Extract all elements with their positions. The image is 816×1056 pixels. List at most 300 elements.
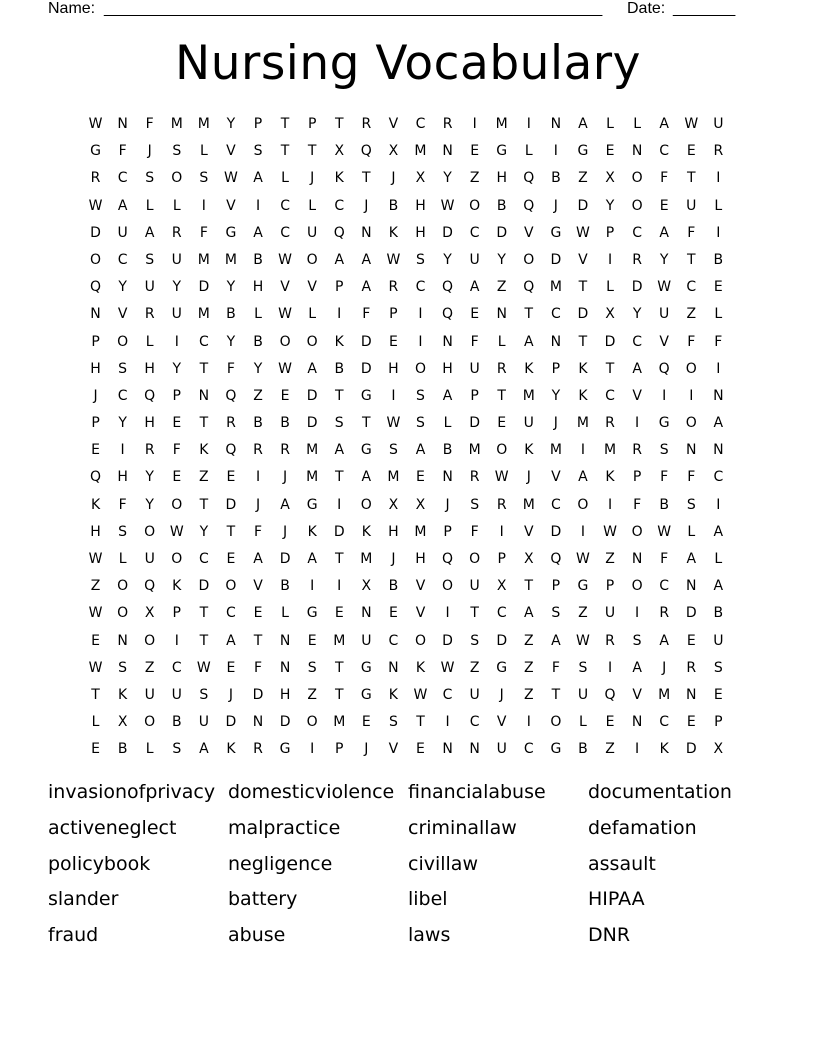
grid-letter: K bbox=[118, 686, 128, 703]
grid-letter: W bbox=[278, 251, 292, 268]
grid-row bbox=[82, 277, 732, 304]
grid-letter: I bbox=[445, 605, 450, 622]
grid-letter: A bbox=[415, 442, 426, 459]
grid-letter: S bbox=[253, 143, 263, 160]
grid-letter: C bbox=[117, 251, 128, 268]
grid-letter: B bbox=[578, 741, 588, 758]
grid-letter: O bbox=[360, 496, 372, 513]
grid-letter: N bbox=[442, 333, 453, 350]
grid-letter: E bbox=[253, 605, 263, 622]
grid-letter: A bbox=[334, 251, 345, 268]
grid-letter: E bbox=[686, 143, 696, 160]
grid-letter: R bbox=[361, 116, 372, 132]
grid-letter: W bbox=[440, 197, 455, 214]
grid-letter: P bbox=[632, 469, 642, 486]
grid-letter: E bbox=[91, 442, 100, 459]
grid-letter: K bbox=[90, 496, 101, 513]
grid-letter: K bbox=[415, 659, 426, 676]
grid-letter: F bbox=[551, 659, 560, 676]
grid-letter: S bbox=[659, 442, 669, 459]
grid-letter: W bbox=[494, 469, 509, 486]
grid-letter: O bbox=[306, 714, 318, 731]
grid-letter: N bbox=[631, 714, 643, 731]
grid-letter: D bbox=[90, 224, 101, 241]
word-bank-item: libel bbox=[408, 888, 448, 911]
grid-letter: O bbox=[144, 523, 156, 540]
grid-letter: H bbox=[496, 170, 507, 187]
grid-letter: K bbox=[578, 360, 588, 377]
grid-letter: C bbox=[632, 333, 642, 350]
grid-letter: M bbox=[414, 523, 427, 540]
grid-letter: L bbox=[145, 197, 154, 214]
word-bank-item: abuse bbox=[228, 924, 286, 947]
grid-row bbox=[82, 522, 732, 549]
word-bank-item: assault bbox=[588, 852, 656, 875]
grid-letter: G bbox=[360, 686, 372, 703]
grid-letter: O bbox=[279, 333, 291, 350]
grid-letter: J bbox=[93, 387, 98, 404]
grid-letter: Z bbox=[578, 170, 588, 187]
grid-letter: K bbox=[307, 523, 317, 540]
grid-letter: L bbox=[714, 197, 723, 214]
grid-letter: A bbox=[713, 578, 724, 595]
grid-letter: I bbox=[201, 197, 206, 214]
grid-letter: R bbox=[90, 170, 101, 187]
grid-letter: G bbox=[577, 578, 589, 595]
grid-letter: L bbox=[714, 306, 723, 323]
grid-letter: Z bbox=[144, 659, 155, 676]
grid-letter: M bbox=[197, 116, 210, 132]
grid-letter: Q bbox=[225, 387, 237, 404]
grid-letter: F bbox=[470, 523, 479, 540]
grid-letter: T bbox=[199, 632, 209, 649]
grid-letter: N bbox=[117, 632, 128, 649]
grid-letter: F bbox=[470, 333, 479, 350]
grid-letter: V bbox=[524, 224, 534, 241]
grid-letter: A bbox=[442, 387, 453, 404]
grid-letter: C bbox=[442, 686, 453, 703]
grid-letter: R bbox=[605, 415, 615, 432]
grid-letter: N bbox=[713, 442, 724, 459]
grid-letter: K bbox=[199, 442, 209, 459]
grid-letter: R bbox=[253, 442, 263, 459]
grid-letter: H bbox=[279, 686, 291, 703]
grid-letter: V bbox=[307, 279, 317, 296]
grid-row bbox=[82, 196, 732, 223]
grid-letter: V bbox=[578, 251, 588, 268]
grid-letter: T bbox=[686, 251, 696, 268]
grid-letter: J bbox=[364, 197, 369, 214]
grid-letter: M bbox=[658, 686, 671, 703]
word-bank-item: financialabuse bbox=[408, 781, 546, 803]
word-bank-item: battery bbox=[228, 888, 298, 911]
grid-letter: K bbox=[361, 523, 371, 540]
grid-letter: X bbox=[713, 741, 724, 758]
grid-letter: Q bbox=[658, 360, 670, 377]
grid-letter: E bbox=[713, 279, 723, 296]
grid-letter: M bbox=[197, 306, 210, 323]
grid-letter: Q bbox=[442, 551, 454, 567]
grid-letter: S bbox=[145, 251, 155, 268]
grid-letter: N bbox=[361, 224, 372, 241]
grid-letter: E bbox=[361, 714, 371, 731]
grid-letter: E bbox=[91, 632, 100, 649]
grid-letter: L bbox=[497, 333, 506, 350]
grid-letter: O bbox=[469, 551, 481, 567]
grid-letter: Y bbox=[632, 306, 642, 323]
grid-letter: S bbox=[470, 632, 480, 649]
grid-letter: U bbox=[659, 306, 670, 323]
grid-letter: P bbox=[172, 387, 181, 404]
grid-letter: I bbox=[174, 333, 179, 350]
grid-letter: G bbox=[496, 659, 508, 676]
grid-letter: E bbox=[226, 469, 236, 486]
grid-letter: S bbox=[388, 442, 398, 459]
grid-letter: K bbox=[388, 224, 398, 241]
grid-letter: I bbox=[607, 251, 613, 268]
grid-letter: E bbox=[388, 333, 398, 350]
grid-letter: I bbox=[445, 714, 450, 731]
grid-letter: D bbox=[442, 632, 453, 649]
grid-letter: W bbox=[169, 523, 184, 540]
grid-letter: L bbox=[606, 279, 614, 296]
grid-letter: U bbox=[307, 224, 318, 241]
grid-letter: S bbox=[199, 686, 209, 703]
grid-letter: R bbox=[253, 741, 263, 758]
grid-letter: D bbox=[306, 387, 318, 404]
grid-letter: H bbox=[90, 360, 101, 377]
grid-letter: T bbox=[362, 415, 371, 432]
grid-letter: E bbox=[388, 605, 398, 622]
grid-letter: Q bbox=[523, 197, 535, 214]
grid-letter: Z bbox=[523, 632, 534, 649]
grid-letter: A bbox=[524, 605, 534, 622]
grid-letter: S bbox=[172, 741, 182, 758]
grid-letter: K bbox=[226, 741, 236, 758]
grid-row bbox=[82, 685, 732, 712]
grid-letter: L bbox=[145, 741, 154, 758]
grid-letter: Y bbox=[226, 116, 236, 132]
grid-letter: H bbox=[144, 360, 155, 377]
grid-letter: V bbox=[496, 714, 507, 731]
grid-letter: O bbox=[577, 496, 589, 513]
grid-letter: E bbox=[226, 659, 236, 676]
grid-letter: T bbox=[334, 551, 344, 567]
grid-letter: U bbox=[686, 197, 697, 214]
word-bank-item: criminallaw bbox=[408, 816, 517, 839]
grid-row bbox=[82, 304, 732, 331]
grid-letter: V bbox=[524, 523, 534, 540]
grid-letter: D bbox=[225, 496, 237, 513]
grid-letter: S bbox=[388, 714, 398, 731]
grid-letter: P bbox=[389, 306, 398, 323]
grid-letter: W bbox=[278, 306, 292, 323]
grid-letter: A bbox=[524, 333, 534, 350]
grid-letter: I bbox=[635, 415, 640, 432]
grid-letter: A bbox=[280, 496, 290, 513]
grid-letter: M bbox=[603, 442, 617, 459]
grid-letter: F bbox=[660, 469, 669, 486]
grid-letter: U bbox=[469, 251, 480, 268]
grid-letter: N bbox=[442, 469, 453, 486]
grid-letter: B bbox=[280, 415, 290, 432]
grid-letter: T bbox=[416, 714, 425, 731]
grid-letter: O bbox=[414, 632, 426, 649]
grid-letter: M bbox=[387, 469, 400, 486]
grid-letter: I bbox=[716, 224, 721, 241]
grid-letter: E bbox=[91, 741, 100, 758]
grid-letter: C bbox=[415, 116, 426, 132]
grid-letter: W bbox=[88, 551, 103, 567]
grid-letter: Q bbox=[225, 442, 237, 459]
grid-letter: J bbox=[445, 496, 450, 513]
grid-letter: D bbox=[496, 224, 508, 241]
grid-letter: N bbox=[279, 632, 291, 649]
grid-letter: T bbox=[91, 686, 100, 703]
grid-letter: Y bbox=[605, 197, 615, 214]
grid-letter: D bbox=[360, 360, 372, 377]
grid-letter: I bbox=[337, 578, 342, 595]
grid-letter: B bbox=[280, 578, 290, 595]
word-bank-item: documentation bbox=[588, 781, 732, 803]
grid-letter: Z bbox=[469, 659, 480, 676]
grid-letter: E bbox=[172, 415, 182, 432]
grid-letter: O bbox=[117, 605, 129, 622]
grid-letter: O bbox=[306, 333, 318, 350]
word-bank-item: malpractice bbox=[228, 816, 341, 839]
grid-letter: H bbox=[117, 469, 128, 486]
grid-letter: V bbox=[388, 116, 399, 132]
grid-letter: P bbox=[714, 714, 723, 731]
grid-letter: A bbox=[361, 469, 372, 486]
grid-letter: C bbox=[659, 714, 670, 731]
grid-letter: R bbox=[388, 279, 399, 296]
grid-letter: H bbox=[388, 360, 399, 377]
grid-row bbox=[82, 549, 732, 576]
grid-letter: A bbox=[632, 659, 642, 676]
grid-letter: S bbox=[416, 415, 425, 432]
grid-letter: Q bbox=[360, 143, 372, 160]
grid-letter: F bbox=[687, 224, 696, 241]
grid-letter: L bbox=[579, 714, 587, 731]
grid-letter: M bbox=[170, 116, 183, 132]
grid-letter: U bbox=[469, 686, 480, 703]
grid-letter: T bbox=[497, 387, 506, 404]
grid-letter: Y bbox=[172, 360, 182, 377]
grid-letter: I bbox=[662, 387, 667, 404]
grid-letter: W bbox=[413, 686, 428, 703]
grid-letter: X bbox=[361, 578, 372, 595]
grid-row bbox=[82, 739, 732, 766]
grid-letter: C bbox=[117, 170, 128, 187]
grid-letter: U bbox=[144, 551, 155, 567]
grid-letter: I bbox=[716, 170, 721, 187]
grid-letter: A bbox=[578, 469, 588, 486]
grid-letter: D bbox=[225, 714, 237, 731]
letter-grid bbox=[82, 114, 732, 767]
grid-letter: W bbox=[88, 659, 103, 676]
grid-letter: B bbox=[253, 415, 263, 432]
grid-letter: J bbox=[147, 143, 152, 160]
grid-letter: J bbox=[228, 686, 233, 703]
grid-letter: S bbox=[470, 496, 480, 513]
grid-letter: W bbox=[386, 415, 401, 432]
grid-letter: T bbox=[334, 469, 344, 486]
grid-letter: C bbox=[659, 143, 670, 160]
grid-row bbox=[82, 386, 732, 413]
grid-letter: T bbox=[334, 387, 344, 404]
grid-letter: R bbox=[442, 116, 453, 132]
grid-letter: A bbox=[659, 224, 669, 241]
grid-letter: V bbox=[551, 469, 561, 486]
grid-letter: Y bbox=[497, 251, 506, 268]
grid-letter: Z bbox=[523, 659, 534, 676]
grid-letter: K bbox=[172, 578, 182, 595]
grid-letter: C bbox=[550, 306, 561, 323]
grid-letter: Y bbox=[443, 170, 452, 187]
grid-letter: N bbox=[279, 659, 291, 676]
grid-letter: I bbox=[337, 306, 342, 323]
grid-letter: A bbox=[199, 741, 209, 758]
grid-letter: H bbox=[415, 551, 426, 567]
grid-letter: X bbox=[605, 170, 615, 187]
grid-letter: L bbox=[91, 714, 100, 731]
grid-letter: Z bbox=[523, 686, 534, 703]
grid-letter: N bbox=[442, 143, 453, 160]
grid-letter: A bbox=[253, 170, 263, 187]
grid-letter: Z bbox=[199, 469, 209, 486]
grid-letter: N bbox=[469, 741, 480, 758]
grid-letter: Z bbox=[90, 578, 101, 595]
grid-letter: S bbox=[307, 659, 317, 676]
grid-letter: F bbox=[172, 442, 181, 459]
grid-letter: T bbox=[362, 170, 371, 187]
grid-letter: F bbox=[253, 523, 263, 540]
grid-letter: J bbox=[391, 551, 396, 567]
grid-letter: P bbox=[551, 360, 561, 377]
grid-letter: D bbox=[496, 632, 508, 649]
grid-letter: G bbox=[496, 143, 508, 160]
grid-letter: Q bbox=[442, 279, 454, 296]
grid-letter: X bbox=[334, 143, 345, 160]
grid-letter: D bbox=[333, 523, 345, 540]
grid-letter: P bbox=[443, 523, 452, 540]
grid-letter: W bbox=[603, 523, 617, 540]
grid-letter: Z bbox=[496, 279, 507, 296]
grid-letter: V bbox=[253, 578, 263, 595]
grid-letter: K bbox=[524, 360, 534, 377]
grid-letter: W bbox=[576, 632, 590, 649]
grid-letter: T bbox=[686, 170, 696, 187]
grid-letter: I bbox=[526, 116, 531, 132]
grid-row bbox=[82, 114, 732, 141]
grid-letter: D bbox=[360, 333, 372, 350]
grid-letter: T bbox=[578, 279, 588, 296]
grid-letter: B bbox=[496, 197, 507, 214]
grid-letter: J bbox=[526, 469, 531, 486]
grid-letter: B bbox=[334, 360, 345, 377]
grid-letter: A bbox=[578, 116, 588, 132]
grid-letter: L bbox=[714, 551, 723, 567]
grid-letter: D bbox=[279, 551, 291, 567]
grid-letter: S bbox=[416, 387, 425, 404]
word-bank-item: policybook bbox=[48, 852, 151, 875]
grid-letter: O bbox=[631, 197, 643, 214]
grid-letter: C bbox=[659, 578, 670, 595]
grid-letter: H bbox=[415, 197, 426, 214]
grid-letter: C bbox=[605, 387, 615, 404]
grid-letter: W bbox=[657, 523, 672, 540]
grid-letter: U bbox=[171, 251, 182, 268]
grid-letter: D bbox=[631, 279, 643, 296]
grid-letter: Q bbox=[90, 469, 102, 486]
grid-letter: H bbox=[415, 224, 426, 241]
grid-letter: G bbox=[360, 442, 372, 459]
grid-letter: D bbox=[469, 415, 481, 432]
grid-letter: C bbox=[117, 387, 128, 404]
grid-letter: W bbox=[684, 116, 699, 132]
grid-letter: O bbox=[144, 714, 156, 731]
grid-letter: Q bbox=[144, 578, 156, 595]
grid-letter: Y bbox=[659, 251, 669, 268]
grid-letter: P bbox=[470, 387, 479, 404]
grid-letter: T bbox=[199, 496, 209, 513]
grid-letter: B bbox=[171, 714, 182, 731]
grid-letter: L bbox=[145, 333, 154, 350]
grid-letter: F bbox=[118, 143, 127, 160]
grid-letter: R bbox=[713, 143, 724, 160]
grid-letter: Y bbox=[443, 251, 452, 268]
grid-letter: J bbox=[255, 496, 261, 513]
grid-letter: B bbox=[253, 333, 263, 350]
grid-letter: R bbox=[144, 306, 155, 323]
grid-letter: G bbox=[225, 224, 237, 241]
grid-letter: E bbox=[307, 632, 317, 649]
grid-letter: N bbox=[631, 551, 643, 567]
grid-letter: Z bbox=[605, 741, 615, 758]
grid-letter: S bbox=[632, 632, 642, 649]
grid-letter: O bbox=[631, 523, 643, 540]
grid-letter: P bbox=[335, 741, 344, 758]
grid-letter: P bbox=[551, 578, 561, 595]
grid-letter: Q bbox=[144, 387, 156, 404]
grid-letter: L bbox=[443, 415, 452, 432]
grid-letter: S bbox=[578, 659, 588, 676]
grid-letter: I bbox=[120, 442, 125, 459]
grid-letter: V bbox=[659, 333, 669, 350]
grid-letter: A bbox=[713, 523, 724, 540]
grid-letter: O bbox=[523, 251, 535, 268]
grid-letter: O bbox=[442, 578, 454, 595]
grid-letter: S bbox=[199, 170, 209, 187]
grid-letter: M bbox=[333, 632, 346, 649]
grid-letter: I bbox=[580, 523, 586, 540]
grid-letter: U bbox=[496, 741, 507, 758]
grid-letter: D bbox=[604, 333, 616, 350]
worksheet-header bbox=[48, 0, 748, 20]
grid-letter: L bbox=[606, 116, 614, 132]
grid-letter: I bbox=[553, 143, 558, 160]
grid-row bbox=[82, 440, 732, 467]
grid-letter: Y bbox=[551, 387, 561, 404]
grid-letter: P bbox=[605, 578, 615, 595]
grid-letter: A bbox=[361, 279, 372, 296]
grid-letter: O bbox=[144, 632, 156, 649]
grid-letter: O bbox=[685, 415, 697, 432]
grid-letter: N bbox=[550, 333, 562, 350]
name-blank-line: ________________________________________________________ bbox=[104, 0, 603, 17]
grid-letter: E bbox=[686, 714, 696, 731]
